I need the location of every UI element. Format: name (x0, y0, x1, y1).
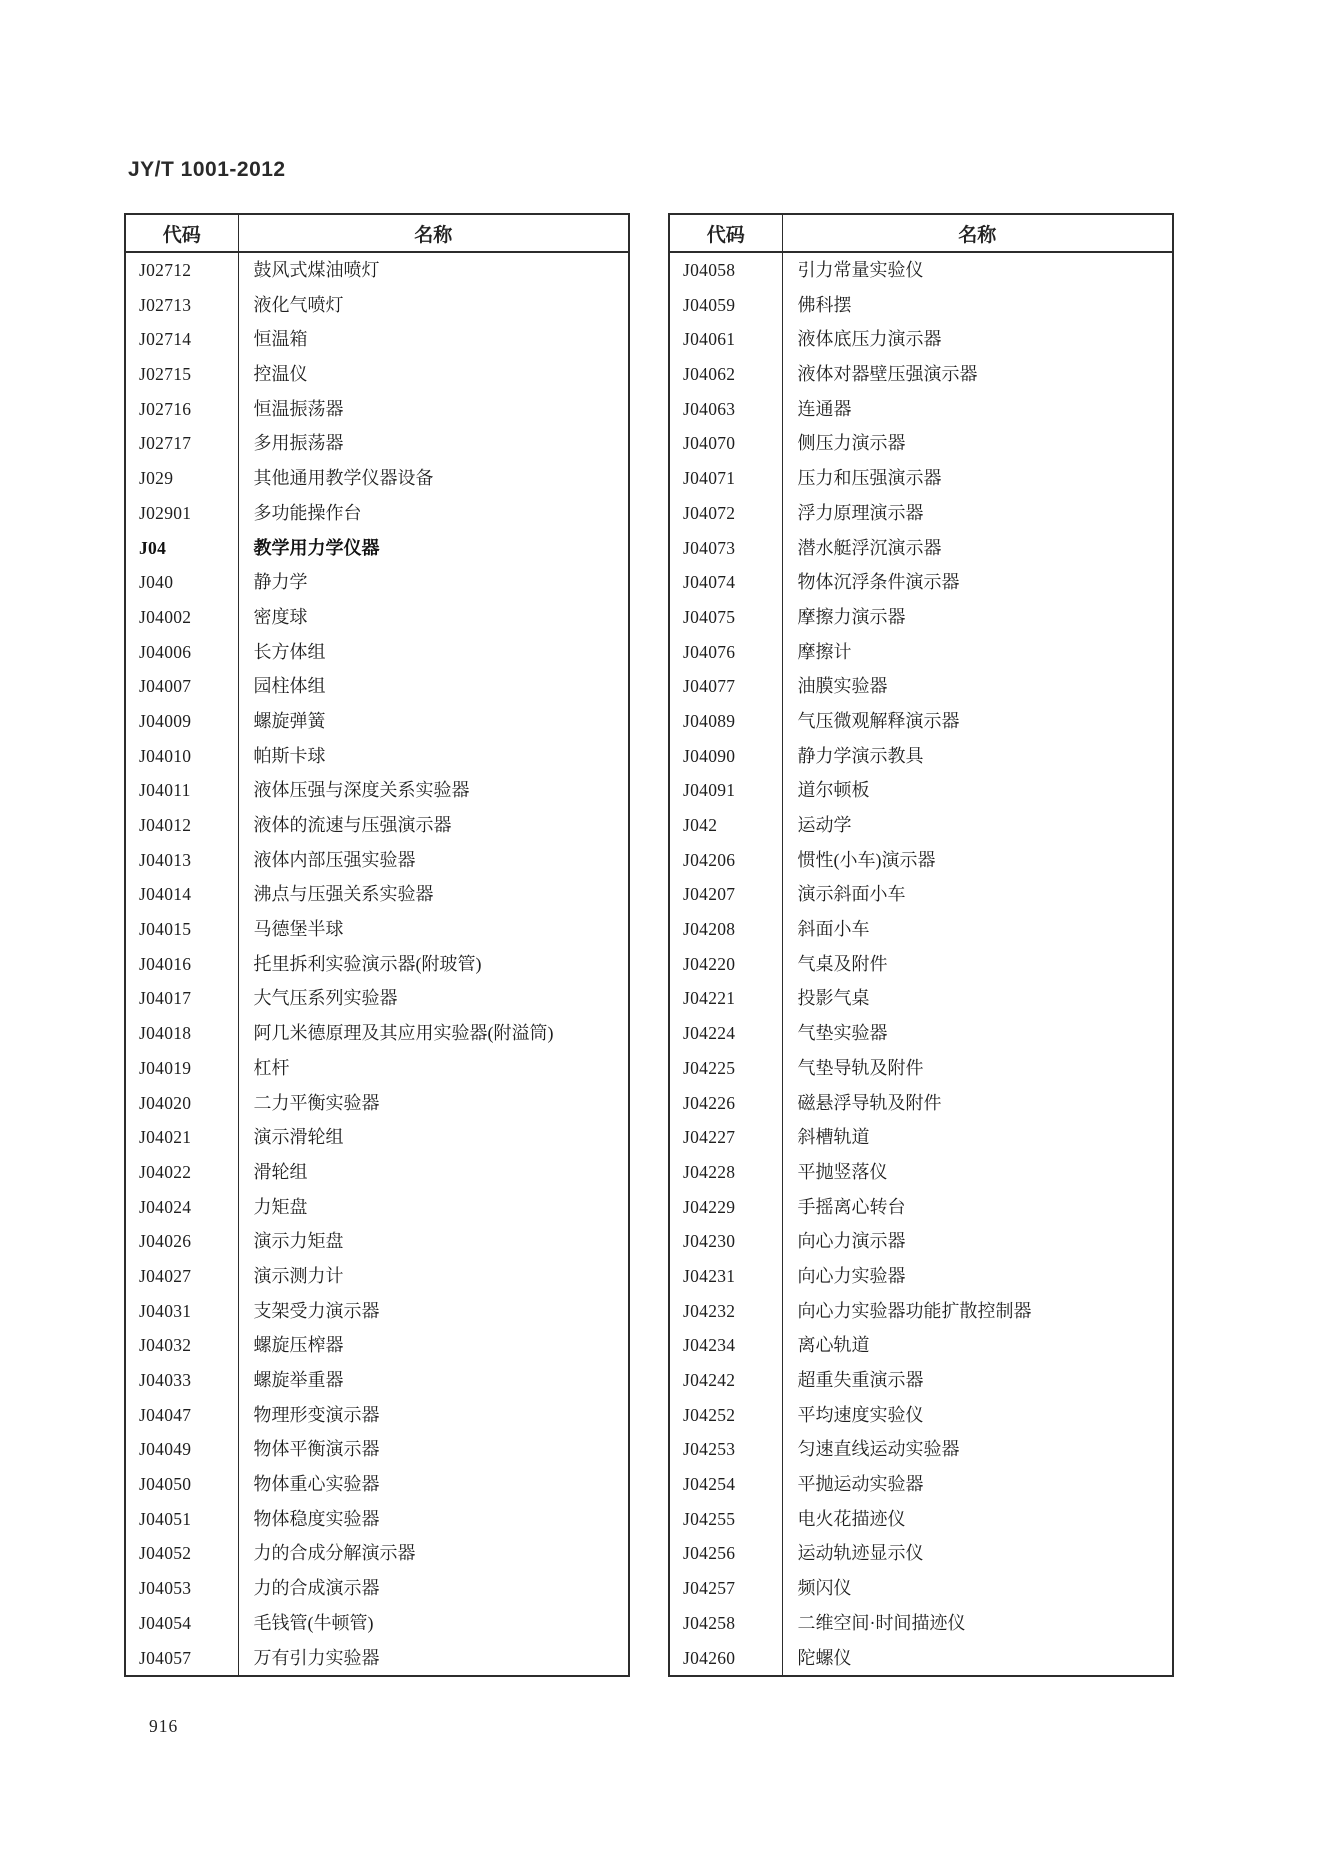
name-cell: 多功能操作台 (253, 502, 362, 523)
name-cell: 磁悬浮导轨及附件 (797, 1092, 942, 1113)
code-table-left (124, 213, 630, 1677)
table-row (125, 1294, 629, 1329)
table-row (125, 600, 629, 635)
name-cell: 液体内部压强实验器 (253, 849, 416, 870)
name-cell: 斜槽轨道 (797, 1127, 870, 1148)
name-cell: 摩擦计 (797, 641, 852, 662)
code-cell: J04252 (669, 1398, 782, 1433)
name-cell: 液体压强与深度关系实验器 (253, 780, 470, 801)
name-cell: 其他通用教学仪器设备 (253, 468, 434, 489)
table-row (125, 1259, 629, 1294)
code-cell: J04059 (669, 288, 782, 323)
code-cell: J04007 (125, 669, 238, 704)
code-cell: J04015 (125, 912, 238, 947)
code-cell: J04206 (669, 843, 782, 878)
name-cell: 液体对器壁压强演示器 (797, 364, 978, 385)
table-row (669, 288, 1173, 323)
code-cell: J04077 (669, 669, 782, 704)
table-row (125, 773, 629, 808)
code-cell: J04229 (669, 1190, 782, 1225)
code-cell: J04032 (125, 1328, 238, 1363)
code-cell: J02712 (125, 252, 238, 288)
table-row (125, 1398, 629, 1433)
code-cell: J04257 (669, 1571, 782, 1606)
table-row (669, 912, 1173, 947)
column-header-name: 名称 (238, 214, 629, 252)
name-cell: 引力常量实验仪 (797, 260, 924, 280)
code-cell: J04230 (669, 1224, 782, 1259)
code-cell: J02716 (125, 392, 238, 427)
name-cell: 平抛竖落仪 (797, 1161, 888, 1182)
code-cell: J04227 (669, 1120, 782, 1155)
table-row (125, 565, 629, 600)
name-cell: 浮力原理演示器 (797, 502, 924, 523)
name-cell: 气压微观解释演示器 (797, 710, 960, 731)
table-row (669, 981, 1173, 1016)
name-cell: 油膜实验器 (797, 676, 888, 697)
table-header-row (125, 214, 629, 252)
table-row (669, 808, 1173, 843)
code-cell: J02715 (125, 357, 238, 392)
table-row (669, 1502, 1173, 1537)
table-row (669, 1467, 1173, 1502)
name-cell: 摩擦力演示器 (797, 606, 906, 627)
name-cell: 佛科摆 (797, 294, 852, 315)
name-cell: 气垫导轨及附件 (797, 1057, 924, 1078)
name-cell: 液体的流速与压强演示器 (253, 815, 452, 835)
table-row (125, 1641, 629, 1677)
name-cell: 帕斯卡球 (253, 745, 326, 766)
table-row (669, 392, 1173, 427)
table-row (125, 426, 629, 461)
name-cell: 杠杆 (253, 1057, 290, 1078)
name-cell: 物体平衡演示器 (253, 1439, 380, 1460)
code-cell: J04226 (669, 1086, 782, 1121)
code-cell: J02901 (125, 496, 238, 531)
name-cell: 园柱体组 (253, 676, 326, 697)
code-cell: J02717 (125, 426, 238, 461)
table-row (669, 1120, 1173, 1155)
table-row (125, 1363, 629, 1398)
code-cell: J04013 (125, 843, 238, 878)
code-cell: J04255 (669, 1502, 782, 1537)
code-cell: J04049 (125, 1432, 238, 1467)
table-row (669, 1641, 1173, 1677)
name-cell: 演示力矩盘 (253, 1231, 344, 1252)
table-row (669, 669, 1173, 704)
name-cell: 液化气喷灯 (253, 294, 344, 315)
code-cell: J042 (669, 808, 782, 843)
code-cell: J04026 (125, 1224, 238, 1259)
code-cell: J04073 (669, 531, 782, 566)
name-cell: 滑轮组 (253, 1161, 308, 1182)
code-cell: J04070 (669, 426, 782, 461)
table-row (669, 843, 1173, 878)
code-cell: J04228 (669, 1155, 782, 1190)
table-row (125, 252, 629, 288)
name-cell: 物体沉浮条件演示器 (797, 572, 960, 593)
name-cell: 压力和压强演示器 (797, 468, 942, 489)
table-row (125, 877, 629, 912)
code-cell: J04053 (125, 1571, 238, 1606)
table-row (669, 1363, 1173, 1398)
table-row (125, 1432, 629, 1467)
table-row (125, 1224, 629, 1259)
table-row (669, 1224, 1173, 1259)
name-cell: 超重失重演示器 (797, 1370, 924, 1390)
table-row (125, 1086, 629, 1121)
code-cell: J04258 (669, 1606, 782, 1641)
name-cell: 支架受力演示器 (253, 1300, 380, 1321)
table-row (125, 1120, 629, 1155)
code-cell: J04006 (125, 635, 238, 670)
code-cell: J04010 (125, 739, 238, 774)
table-row (669, 322, 1173, 357)
name-cell: 陀螺仪 (797, 1647, 852, 1668)
name-cell: 演示滑轮组 (253, 1127, 344, 1148)
name-cell: 马德堡半球 (253, 919, 344, 940)
column-header-code: 代码 (669, 214, 782, 252)
code-cell: J04256 (669, 1536, 782, 1571)
table-row (125, 1467, 629, 1502)
name-cell: 恒温箱 (253, 329, 308, 350)
table-row (125, 1328, 629, 1363)
code-cell: J04062 (669, 357, 782, 392)
table-row (125, 1051, 629, 1086)
table-row (669, 565, 1173, 600)
code-cell: J02713 (125, 288, 238, 323)
code-cell: J04234 (669, 1328, 782, 1363)
name-cell: 向心力实验器功能扩散控制器 (797, 1300, 1032, 1321)
name-cell: 物体稳度实验器 (253, 1508, 380, 1529)
code-cell: J04050 (125, 1467, 238, 1502)
code-cell: J040 (125, 565, 238, 600)
name-cell: 毛钱管(牛顿管) (253, 1612, 374, 1633)
name-cell: 力的合成分解演示器 (253, 1543, 416, 1564)
name-cell: 沸点与压强关系实验器 (253, 884, 434, 905)
table-row (669, 773, 1173, 808)
name-cell: 向心力演示器 (797, 1231, 906, 1252)
table-row (125, 357, 629, 392)
name-cell: 投影气桌 (797, 988, 870, 1009)
name-cell: 侧压力演示器 (797, 433, 906, 454)
column-header-name: 名称 (782, 214, 1173, 252)
table-row (669, 947, 1173, 982)
code-cell: J04254 (669, 1467, 782, 1502)
table-row (669, 1536, 1173, 1571)
name-cell: 力矩盘 (253, 1196, 308, 1217)
table-row (669, 1571, 1173, 1606)
name-cell: 螺旋弹簧 (253, 710, 326, 731)
table-row (125, 808, 629, 843)
code-cell: J04090 (669, 739, 782, 774)
standard-number-title: JY/T 1001-2012 (128, 158, 286, 181)
table-row (669, 357, 1173, 392)
name-cell: 离心轨道 (797, 1335, 870, 1356)
code-cell: J04074 (669, 565, 782, 600)
table-row (125, 322, 629, 357)
table-row (125, 1502, 629, 1537)
table-row (669, 877, 1173, 912)
code-cell: J04014 (125, 877, 238, 912)
code-cell: J04012 (125, 808, 238, 843)
name-cell: 频闪仪 (797, 1578, 852, 1599)
name-cell: 平均速度实验仪 (797, 1404, 924, 1425)
name-cell: 教学用力学仪器 (253, 537, 380, 558)
code-cell: J04207 (669, 877, 782, 912)
name-cell: 长方体组 (253, 641, 326, 662)
code-cell: J04020 (125, 1086, 238, 1121)
table-row (669, 1294, 1173, 1329)
table-row (669, 461, 1173, 496)
name-cell: 手摇离心转台 (797, 1196, 906, 1217)
code-cell: J04021 (125, 1120, 238, 1155)
code-cell: J04072 (669, 496, 782, 531)
code-cell: J04027 (125, 1259, 238, 1294)
code-cell: J04220 (669, 947, 782, 982)
code-cell: J04 (125, 531, 238, 566)
table-row (669, 531, 1173, 566)
code-cell: J04009 (125, 704, 238, 739)
code-cell: J04057 (125, 1641, 238, 1677)
code-cell: J04231 (669, 1259, 782, 1294)
table-row (125, 739, 629, 774)
name-cell: 演示斜面小车 (797, 884, 906, 905)
code-cell: J04061 (669, 322, 782, 357)
table-row (125, 981, 629, 1016)
name-cell: 运动轨迹显示仪 (797, 1543, 924, 1564)
code-cell: J04058 (669, 252, 782, 288)
code-cell: J04024 (125, 1190, 238, 1225)
code-cell: J04011 (125, 773, 238, 808)
table-row (669, 426, 1173, 461)
table-row (125, 496, 629, 531)
code-cell: J04031 (125, 1294, 238, 1329)
code-cell: J02714 (125, 322, 238, 357)
table-row (669, 1051, 1173, 1086)
code-cell: J04047 (125, 1398, 238, 1433)
code-cell: J04224 (669, 1016, 782, 1051)
code-cell: J04018 (125, 1016, 238, 1051)
table-row (669, 739, 1173, 774)
table-row (125, 461, 629, 496)
name-cell: 二维空间·时间描迹仪 (797, 1612, 966, 1633)
code-cell: J04017 (125, 981, 238, 1016)
code-cell: J04075 (669, 600, 782, 635)
code-cell: J04232 (669, 1294, 782, 1329)
name-cell: 螺旋举重器 (253, 1370, 344, 1390)
table-row (669, 1328, 1173, 1363)
name-cell: 万有引力实验器 (253, 1647, 380, 1668)
table-row (669, 1086, 1173, 1121)
table-header-row (669, 214, 1173, 252)
code-tables-container (124, 213, 1174, 1677)
name-cell: 物理形变演示器 (253, 1404, 380, 1425)
code-cell: J04054 (125, 1606, 238, 1641)
name-cell: 控温仪 (253, 364, 308, 385)
table-row (669, 1398, 1173, 1433)
table-row (125, 704, 629, 739)
name-cell: 二力平衡实验器 (253, 1092, 380, 1113)
name-cell: 螺旋压榨器 (253, 1335, 344, 1356)
code-cell: J04022 (125, 1155, 238, 1190)
name-cell: 电火花描迹仪 (797, 1508, 906, 1529)
name-cell: 匀速直线运动实验器 (797, 1439, 960, 1460)
table-row (125, 912, 629, 947)
table-row (125, 947, 629, 982)
table-row (125, 392, 629, 427)
table-row (669, 1432, 1173, 1467)
code-cell: J04051 (125, 1502, 238, 1537)
code-cell: J04089 (669, 704, 782, 739)
name-cell: 气桌及附件 (797, 953, 888, 974)
table-row (669, 1155, 1173, 1190)
name-cell: 向心力实验器 (797, 1265, 906, 1286)
name-cell: 平抛运动实验器 (797, 1474, 924, 1495)
name-cell: 连通器 (797, 398, 852, 419)
code-cell: J04071 (669, 461, 782, 496)
table-row (125, 288, 629, 323)
table-row (669, 704, 1173, 739)
code-cell: J029 (125, 461, 238, 496)
name-cell: 运动学 (797, 815, 852, 835)
code-cell: J04052 (125, 1536, 238, 1571)
code-cell: J04019 (125, 1051, 238, 1086)
table-row (669, 252, 1173, 288)
table-row (125, 531, 629, 566)
table-row (125, 843, 629, 878)
page-number: 916 (149, 1716, 179, 1736)
table-row (669, 1259, 1173, 1294)
name-cell: 大气压系列实验器 (253, 988, 398, 1009)
name-cell: 斜面小车 (797, 919, 870, 940)
table-row (125, 1606, 629, 1641)
table-row (669, 1606, 1173, 1641)
name-cell: 鼓风式煤油喷灯 (253, 260, 380, 280)
code-cell: J04242 (669, 1363, 782, 1398)
table-row (125, 1571, 629, 1606)
code-cell: J04063 (669, 392, 782, 427)
name-cell: 静力学 (253, 572, 308, 593)
name-cell: 恒温振荡器 (253, 398, 344, 419)
name-cell: 阿几米德原理及其应用实验器(附溢筒) (253, 1023, 554, 1044)
code-table-right (668, 213, 1174, 1677)
table-row (669, 496, 1173, 531)
code-cell: J04260 (669, 1641, 782, 1677)
table-row (125, 1155, 629, 1190)
code-cell: J04091 (669, 773, 782, 808)
code-cell: J04221 (669, 981, 782, 1016)
name-cell: 液体底压力演示器 (797, 329, 942, 350)
name-cell: 气垫实验器 (797, 1023, 888, 1044)
name-cell: 物体重心实验器 (253, 1474, 380, 1495)
code-cell: J04076 (669, 635, 782, 670)
code-cell: J04002 (125, 600, 238, 635)
code-cell: J04253 (669, 1432, 782, 1467)
name-cell: 多用振荡器 (253, 433, 344, 454)
table-row (125, 1190, 629, 1225)
code-cell: J04016 (125, 947, 238, 982)
column-header-code: 代码 (125, 214, 238, 252)
table-row (125, 1016, 629, 1051)
name-cell: 潜水艇浮沉演示器 (797, 537, 942, 558)
table-row (669, 635, 1173, 670)
name-cell: 托里拆利实验演示器(附玻管) (253, 953, 482, 974)
table-row (125, 669, 629, 704)
table-row (125, 1536, 629, 1571)
name-cell: 静力学演示教具 (797, 745, 924, 766)
code-cell: J04033 (125, 1363, 238, 1398)
name-cell: 密度球 (253, 606, 308, 627)
name-cell: 惯性(小车)演示器 (797, 849, 936, 870)
name-cell: 力的合成演示器 (253, 1578, 380, 1599)
code-cell: J04225 (669, 1051, 782, 1086)
name-cell: 演示测力计 (253, 1265, 344, 1286)
table-row (669, 1190, 1173, 1225)
name-cell: 道尔顿板 (797, 780, 870, 801)
table-row (125, 635, 629, 670)
table-row (669, 1016, 1173, 1051)
table-row (669, 600, 1173, 635)
code-cell: J04208 (669, 912, 782, 947)
